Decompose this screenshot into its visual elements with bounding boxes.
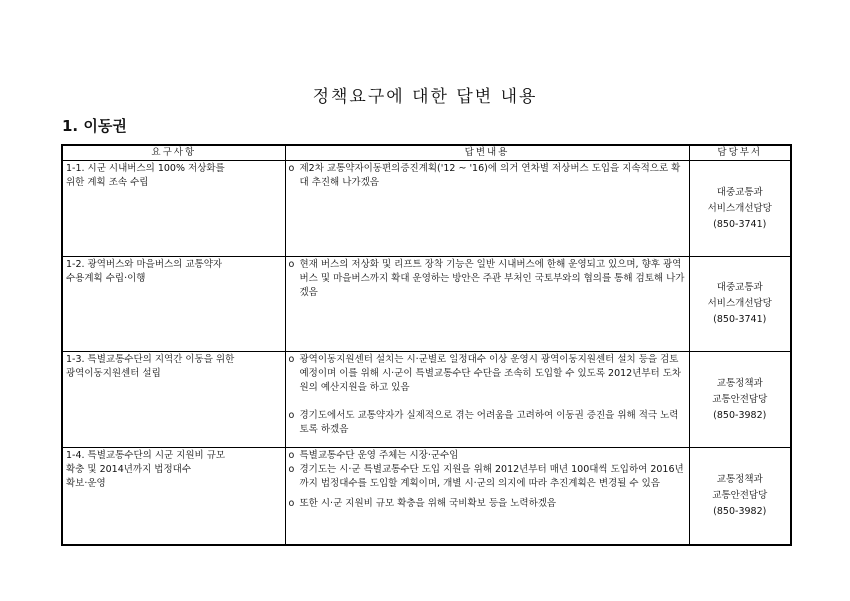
- department-team: 교통안전담당: [712, 393, 768, 405]
- response-cell: [285, 257, 689, 352]
- spacer: [289, 395, 686, 409]
- bullet-mark: o: [288, 410, 295, 421]
- department-name: 대중교통과: [716, 282, 763, 293]
- table-row: [62, 448, 791, 545]
- request-cell: 1-3. 특별교통수단의 지역간 이동을 위한 광역이동지원센터 설립: [62, 352, 285, 448]
- department-name: 교통정책과: [716, 377, 763, 389]
- department-team: 서비스개선담당: [707, 298, 772, 309]
- response-item: [289, 353, 686, 395]
- department-cell: [689, 448, 791, 545]
- response-text: 경기도는 시·군 특별교통수단 도입 지원을 위해 2012년부터 매년 100대씩 도입하여 2016년까지 법정대수를 도입할 계획이며, 개별 시·군의 의지에 따라 추진계획은 변경될 수 있음: [299, 464, 684, 489]
- response-item: [289, 497, 686, 511]
- response-text: 특별교통수단 운영 주체는 시장·군수임: [299, 450, 459, 461]
- response-item: [289, 463, 686, 491]
- response-cell: [285, 161, 689, 257]
- department-phone: (850-3982): [713, 409, 767, 421]
- section-heading: 1. 이동권: [62, 117, 127, 135]
- department-cell: [689, 161, 791, 257]
- policy-response-table: [61, 144, 792, 546]
- response-text: 광역이동지원센터 설치는 시·군별로 일정대수 이상 운영시 광역이동지원센터 설치 등을 검토 예정이며 이를 위해 시·군이 특별교통수단 수단을 조속히 도입할 수 있도록 2012년부터 도차원의 예산지원을 하고 있음: [299, 354, 682, 393]
- response-text: 제2차 교통약자이동편의증진계획('12 ~ '16)에 의거 연차별 저상버스 도입을 지속적으로 확대 추진해 나가겠음: [299, 163, 681, 188]
- table-row: [62, 352, 791, 448]
- bullet-mark: o: [288, 498, 295, 509]
- response-cell: [285, 448, 689, 545]
- header-response: 답변내용: [285, 145, 689, 161]
- request-cell: 1-1. 시군 시내버스의 100% 저상화를 위한 계획 조속 수립: [62, 161, 285, 257]
- department-team: 교통안전담당: [712, 489, 768, 501]
- department-name: 교통정책과: [716, 473, 763, 485]
- table-header-row: [62, 145, 791, 161]
- header-department: 담당부서: [689, 145, 791, 161]
- bullet-mark: o: [288, 163, 295, 174]
- table-row: [62, 257, 791, 352]
- request-cell: 1-2. 광역버스와 마을버스의 교통약자 수용계획 수립·이행: [62, 257, 285, 352]
- department-cell: [689, 352, 791, 448]
- department-phone: (850-3982): [713, 505, 767, 517]
- response-item: [289, 409, 686, 437]
- department-name: 대중교통과: [716, 186, 763, 198]
- response-item: [289, 258, 686, 300]
- response-cell: [285, 352, 689, 448]
- bullet-mark: o: [288, 464, 295, 475]
- bullet-mark: o: [288, 354, 295, 365]
- bullet-mark: o: [288, 450, 295, 461]
- response-text: 경기도에서도 교통약자가 실제적으로 겪는 어려움을 고려하여 이동권 증진을 위해 적극 노력토록 하겠음: [299, 410, 679, 435]
- department-phone: (850-3741): [713, 314, 767, 325]
- table-row: [62, 161, 791, 257]
- bullet-mark: o: [288, 259, 295, 270]
- document-title: 정책요구에 대한 답변 내용: [312, 87, 538, 107]
- response-item: [289, 449, 686, 463]
- department-phone: (850-3741): [713, 218, 767, 230]
- response-item: [289, 162, 686, 190]
- response-text: 또한 시·군 지원비 규모 확충을 위해 국비확보 등을 노력하겠음: [299, 498, 557, 509]
- request-cell: 1-4. 특별교통수단의 시군 지원비 규모 확충 및 2014년까지 법정대수 확보·운영: [62, 448, 285, 545]
- response-text: 현재 버스의 저상화 및 리프트 장착 기능은 일반 시내버스에 한해 운영되고 있으며, 향후 광역버스 및 마을버스까지 확대 운영하는 방안은 주관 부처인 국토부와의 협의를 통해 검토해 나가겠음: [299, 259, 685, 298]
- header-request: 요구사항: [62, 145, 285, 161]
- department-cell: [689, 257, 791, 352]
- department-team: 서비스개선담당: [707, 202, 772, 214]
